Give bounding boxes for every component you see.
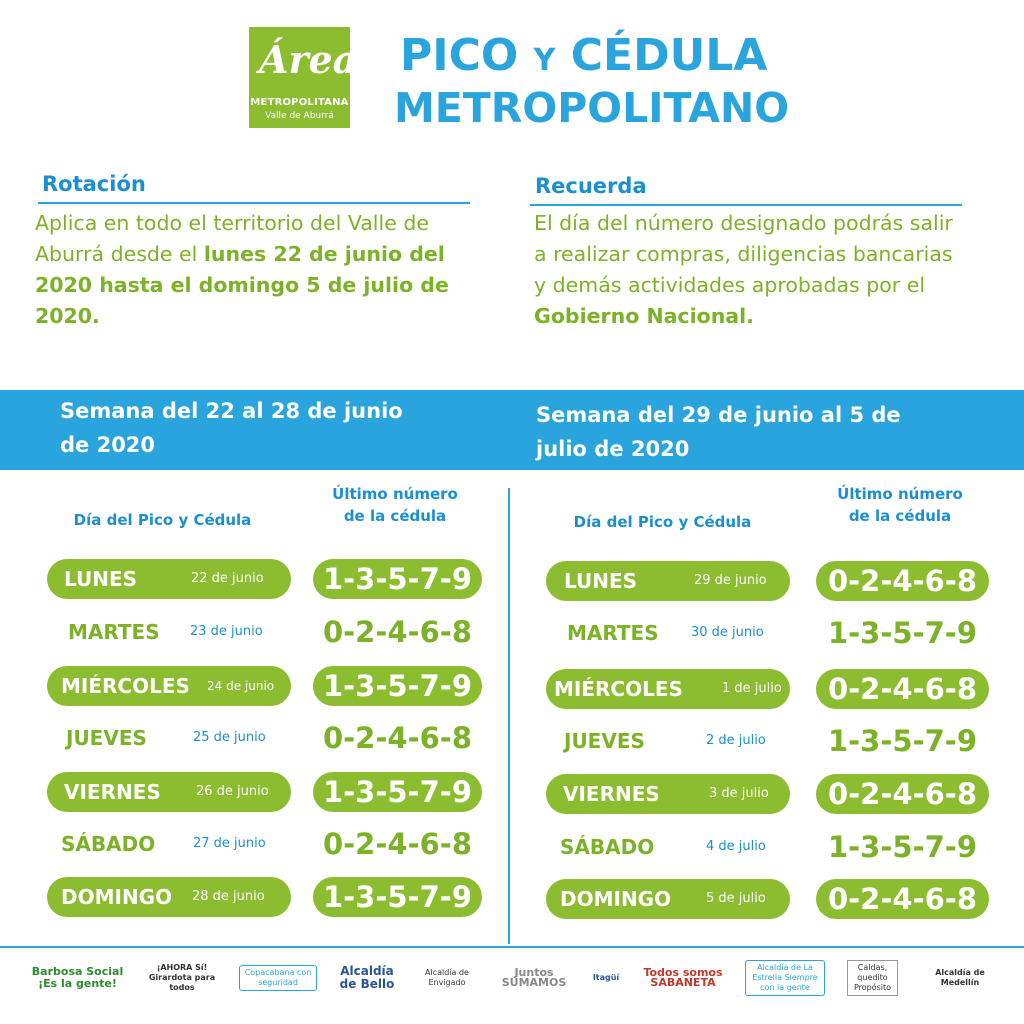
day-date: 28 de junio xyxy=(192,889,265,904)
municipality-logos xyxy=(30,958,1000,998)
recuerda-text: El día del número designado podrás salir a realizar compras, diligencias bancarias y demás actividades aprobadas por el xyxy=(534,211,953,297)
day-name: SÁBADO xyxy=(560,835,655,859)
logo-sabaneta: Todos somos SABANETA xyxy=(643,966,723,989)
title-cedula: CÉDULA xyxy=(570,30,768,81)
week2-row-domingo xyxy=(546,879,989,919)
day-date: 5 de julio xyxy=(706,891,766,906)
title-y: Y xyxy=(533,43,556,78)
week2-row-sabado xyxy=(546,827,989,867)
day-date: 22 de junio xyxy=(191,571,264,586)
day-name: LUNES xyxy=(564,569,638,593)
recuerda-bold: Gobierno Nacional. xyxy=(534,304,754,328)
rotacion-heading: Rotación xyxy=(42,172,146,196)
week2-col-num: Último número de la cédula xyxy=(837,485,963,525)
day-date: 27 de junio xyxy=(193,836,266,851)
digits: 1-3-5-7-9 xyxy=(322,880,473,914)
digits: 0-2-4-6-8 xyxy=(827,777,978,811)
day-name: SÁBADO xyxy=(61,832,156,856)
week2-row-martes xyxy=(546,613,989,653)
day-name: VIERNES xyxy=(64,780,161,804)
week1-row-jueves xyxy=(47,718,482,758)
digits: 0-2-4-6-8 xyxy=(322,721,473,755)
recuerda-rule xyxy=(530,204,962,206)
day-date: 4 de julio xyxy=(706,839,766,854)
day-name: MIÉRCOLES xyxy=(61,674,190,698)
logo-la-estrella: Alcaldía de La Estrella Siempre con la gente xyxy=(745,960,825,996)
title-pico: PICO xyxy=(400,30,519,81)
logo-medellin: Alcaldía de Medellín xyxy=(935,968,985,987)
digits: 0-2-4-6-8 xyxy=(827,564,978,598)
page-subtitle: METROPOLITANO xyxy=(394,84,790,132)
logo-line2: Valle de Aburrá xyxy=(265,111,334,121)
logo-caldas: Caldas, quedito Propósito xyxy=(847,960,898,996)
column-divider xyxy=(508,488,510,944)
day-date: 23 de junio xyxy=(190,624,263,639)
day-date: 3 de julio xyxy=(709,786,769,801)
digits: 1-3-5-7-9 xyxy=(322,669,473,703)
rotacion-rule xyxy=(38,202,470,204)
digits: 0-2-4-6-8 xyxy=(827,882,978,916)
week1-row-lunes xyxy=(47,559,482,599)
week2-row-lunes xyxy=(546,561,989,601)
digits: 1-3-5-7-9 xyxy=(827,724,978,758)
recuerda-heading: Recuerda xyxy=(535,174,647,198)
day-name: JUEVES xyxy=(66,726,147,750)
week1-row-miercoles xyxy=(47,666,482,706)
logo-copacabana: Copacabana con seguridad xyxy=(239,965,317,991)
recuerda-body xyxy=(534,208,954,332)
area-metropolitana-logo xyxy=(249,27,358,128)
week2-col-day: Día del Pico y Cédula xyxy=(573,513,752,531)
week2-row-viernes xyxy=(546,774,989,814)
week1-col-day: Día del Pico y Cédula xyxy=(73,511,252,529)
day-date: 29 de junio xyxy=(694,573,767,588)
day-name: VIERNES xyxy=(563,782,660,806)
logo-itagui: Itagüí xyxy=(592,973,620,982)
rotacion-body xyxy=(35,208,460,332)
logo-sumamos: Juntos SUMAMOS xyxy=(501,966,567,989)
week1-title: Semana del 22 al 28 de junio de 2020 xyxy=(60,399,403,457)
digits: 1-3-5-7-9 xyxy=(827,830,978,864)
week2-row-miercoles xyxy=(546,669,989,709)
day-date: 25 de junio xyxy=(193,730,266,745)
logo-envigado: Alcaldía de Envigado xyxy=(425,968,469,987)
rotacion-text: Aplica en todo el territorio del Valle de Aburrá desde el xyxy=(35,211,429,266)
logo-girardota: ¡AHORA Sí! Girardota para todos xyxy=(148,963,216,992)
day-name: DOMINGO xyxy=(61,885,173,909)
day-name: MARTES xyxy=(567,621,659,645)
week1-row-sabado xyxy=(47,824,482,864)
week2-title: Semana del 29 de junio al 5 de julio de 2020 xyxy=(536,403,901,461)
digits: 0-2-4-6-8 xyxy=(827,672,978,706)
week1-row-martes xyxy=(47,612,482,652)
week1-row-viernes xyxy=(47,772,482,812)
logo-word: Área xyxy=(259,37,358,82)
day-date: 2 de julio xyxy=(706,733,766,748)
day-date: 26 de junio xyxy=(196,784,269,799)
digits: 1-3-5-7-9 xyxy=(322,775,473,809)
day-date: 24 de junio xyxy=(207,679,275,693)
day-date: 1 de julio xyxy=(722,681,782,696)
day-name: JUEVES xyxy=(564,729,645,753)
day-name: MARTES xyxy=(68,620,160,644)
day-name: MIÉRCOLES xyxy=(554,677,683,701)
week1-row-domingo xyxy=(47,877,482,917)
digits: 1-3-5-7-9 xyxy=(322,562,473,596)
footer-rule xyxy=(0,946,1024,948)
day-name: LUNES xyxy=(64,567,138,591)
digits: 0-2-4-6-8 xyxy=(322,615,473,649)
logo-line1: METROPOLITANA xyxy=(250,97,349,108)
logo-bello: Alcaldía de Bello xyxy=(339,964,395,991)
rotacion-bold: lunes 22 de junio del 2020 hasta el domingo 5 de julio de 2020. xyxy=(35,242,449,328)
day-date: 30 de junio xyxy=(691,625,764,640)
page-title xyxy=(400,30,767,81)
week1-col-num: Último número de la cédula xyxy=(332,485,458,525)
digits: 1-3-5-7-9 xyxy=(827,616,978,650)
week2-row-jueves xyxy=(546,721,989,761)
day-name: DOMINGO xyxy=(560,887,672,911)
logo-barbosa: Barbosa Social ¡Es la gente! xyxy=(31,965,124,990)
digits: 0-2-4-6-8 xyxy=(322,827,473,861)
